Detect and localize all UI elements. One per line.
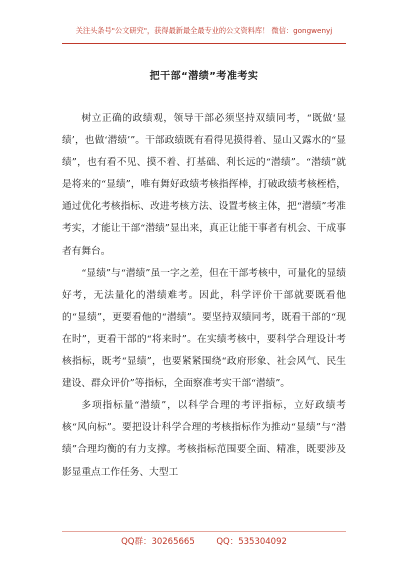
body-paragraph-2: “显绩”与“潜绩”虽一字之差，但在干部考核中，可量化的显绩好考，无法量化的潜绩难考。因此，科学评价干部就要既看他的“显绩”，更要看他的“潜绩”。要坚持双绩同考，既看干部的“现在时”，更看干部的“将来时”。在实绩考核中，要科学合理设计考核指标，既考“显绩”，也要紧紧围绕“政府形象、社会风气、民生建设、群众评价”等指标，全面察准考实干部“潜绩”。 — [62, 267, 346, 390]
footer-divider — [62, 531, 346, 532]
page-header-banner: 关注头条号"公文研究"，获得最新最全最专业的公文资料库！ 微信：gongwenyj — [75, 26, 333, 35]
document-body — [62, 108, 346, 484]
document-title: 把干部“潜绩”考准考实 — [149, 71, 259, 82]
body-paragraph-1: 树立正确的政绩观，领导干部必须坚持双绩同考，“既做‘显绩’，也做‘潜绩’”。干部政绩既有看得见摸得着、显山又露水的“显绩”，也有看不见、摸不着、打基础、利长远的“潜绩”。“潜绩”就是将来的“显绩”，唯有舞好政绩考核指挥棒，打破政绩考核桎梏，通过优化考核指标、改进考核方法、设置考核主体，把“潜绩”考准考实，才能让干部“潜绩”显出来，真正让能干事者有机会、干成事者有舞台。 — [62, 113, 346, 257]
header-divider — [62, 43, 346, 44]
body-paragraph-3: 多项指标量“潜绩”，以科学合理的考评指标，立好政绩考核“风向标”。要把设计科学合理的考核指标作为推动“显绩”与“潜绩”合理均衡的有力支撑。考核指标范围要全面、精准，既要涉及影显重点工作任务、大型工 — [62, 400, 346, 478]
page-footer-contact: QQ群：30265665 QQ：535304092 — [121, 537, 287, 547]
